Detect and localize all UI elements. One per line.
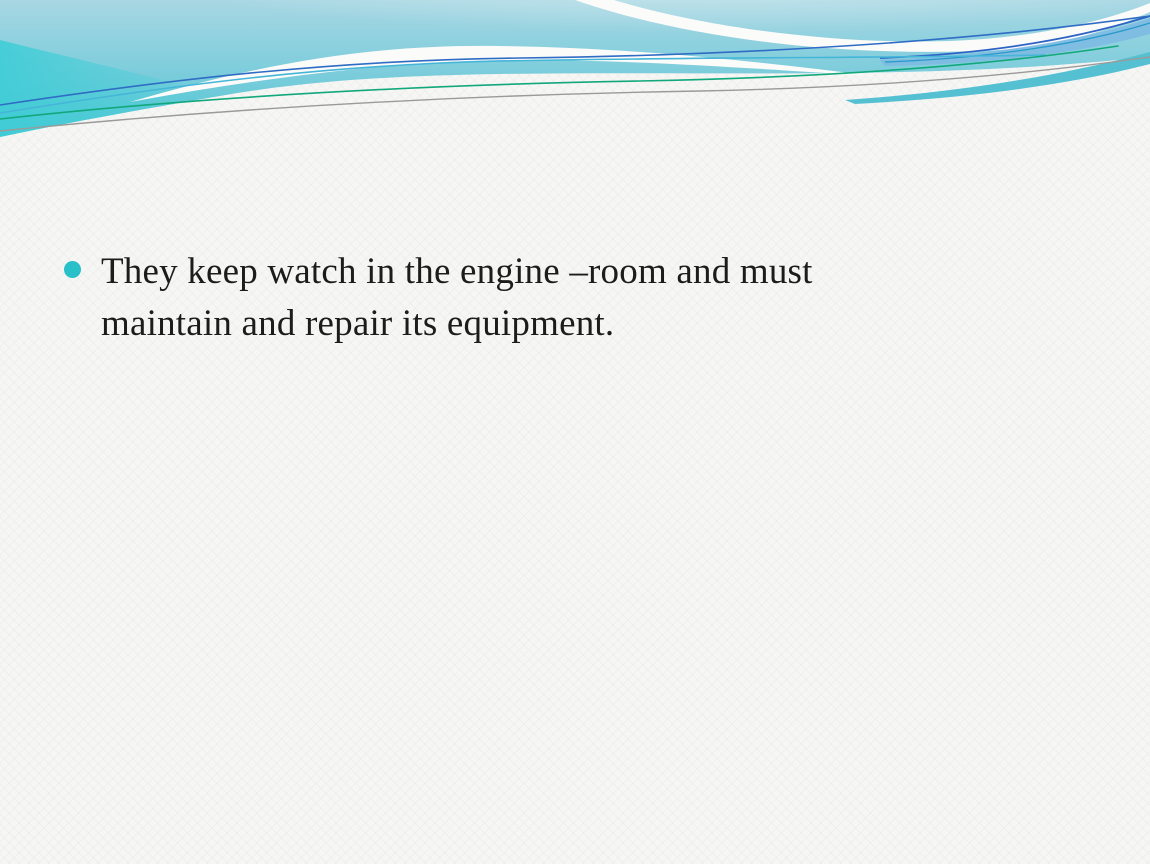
bullet-list	[64, 246, 1084, 350]
bullet-text-line-2: maintain and repair its equipment.	[101, 303, 615, 344]
bullet-text-line-1: They keep watch in the engine –room and must	[101, 251, 813, 292]
list-item	[64, 246, 1084, 350]
bullet-text	[101, 246, 813, 350]
bullet-marker-icon	[64, 261, 81, 278]
wave-highlight	[0, 0, 1150, 137]
header-wave-decoration	[0, 0, 1150, 200]
